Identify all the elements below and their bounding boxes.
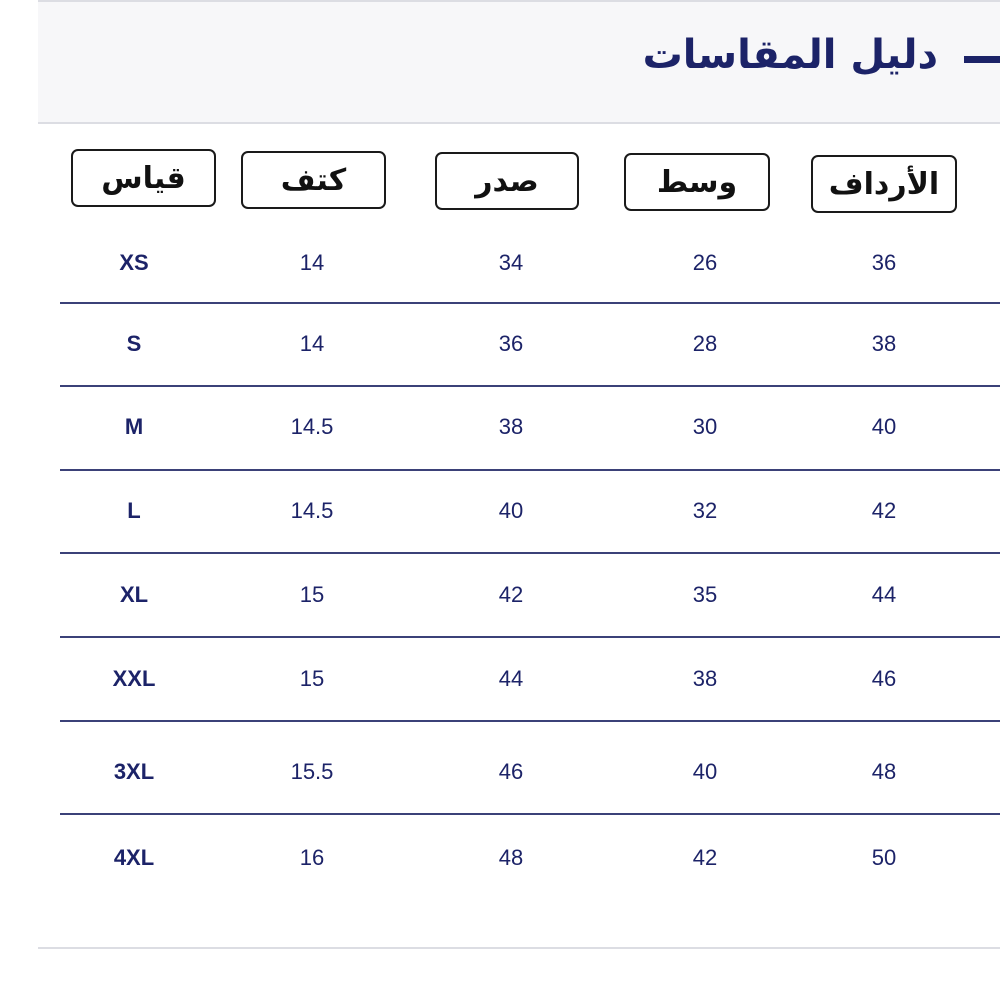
cell-hips: 40 [871, 414, 897, 439]
cell-waist: 32 [692, 498, 718, 523]
row-divider [60, 552, 1000, 554]
cell-hips: 48 [871, 759, 897, 784]
cell-hips: 44 [871, 582, 897, 607]
cell-shoulder: 14 [299, 250, 325, 275]
row-divider [60, 385, 1000, 387]
cell-size: XS [119, 250, 149, 275]
cell-waist: 42 [692, 845, 718, 870]
cell-waist: 35 [692, 582, 718, 607]
cell-hips: 36 [871, 250, 897, 275]
cell-hips: 38 [871, 331, 897, 356]
cell-shoulder: 14 [299, 331, 325, 356]
cell-shoulder: 14.5 [290, 498, 334, 523]
cell-chest: 46 [498, 759, 524, 784]
cell-shoulder: 15 [299, 666, 325, 691]
cell-size: XXL [112, 666, 156, 691]
cell-chest: 36 [498, 331, 524, 356]
cell-shoulder: 16 [299, 845, 325, 870]
row-divider [60, 720, 1000, 722]
cell-size: 3XL [113, 759, 155, 784]
column-header-chest: صدر [435, 152, 579, 210]
row-divider [60, 469, 1000, 471]
cell-shoulder: 14.5 [290, 414, 334, 439]
column-header-hips: الأرداف [811, 155, 957, 213]
column-header-size: قياس [71, 149, 216, 207]
cell-waist: 40 [692, 759, 718, 784]
cell-hips: 50 [871, 845, 897, 870]
column-header-waist: وسط [624, 153, 770, 211]
row-divider [60, 636, 1000, 638]
title-dash [964, 56, 1000, 63]
row-divider [60, 302, 1000, 304]
cell-size: M [124, 414, 144, 439]
cell-waist: 26 [692, 250, 718, 275]
cell-chest: 34 [498, 250, 524, 275]
cell-waist: 30 [692, 414, 718, 439]
bottom-divider [38, 947, 1000, 949]
page-title: دليل المقاسات [642, 32, 938, 78]
column-header-shoulder: كتف [241, 151, 386, 209]
cell-chest: 44 [498, 666, 524, 691]
cell-size: S [126, 331, 142, 356]
cell-shoulder: 15 [299, 582, 325, 607]
cell-waist: 38 [692, 666, 718, 691]
cell-chest: 38 [498, 414, 524, 439]
cell-hips: 46 [871, 666, 897, 691]
header-divider [38, 122, 1000, 124]
cell-waist: 28 [692, 331, 718, 356]
row-divider [60, 813, 1000, 815]
cell-chest: 48 [498, 845, 524, 870]
cell-size: XL [119, 582, 149, 607]
cell-size: 4XL [113, 845, 155, 870]
cell-shoulder: 15.5 [290, 759, 334, 784]
cell-chest: 42 [498, 582, 524, 607]
cell-size: L [127, 498, 141, 523]
cell-hips: 42 [871, 498, 897, 523]
cell-chest: 40 [498, 498, 524, 523]
